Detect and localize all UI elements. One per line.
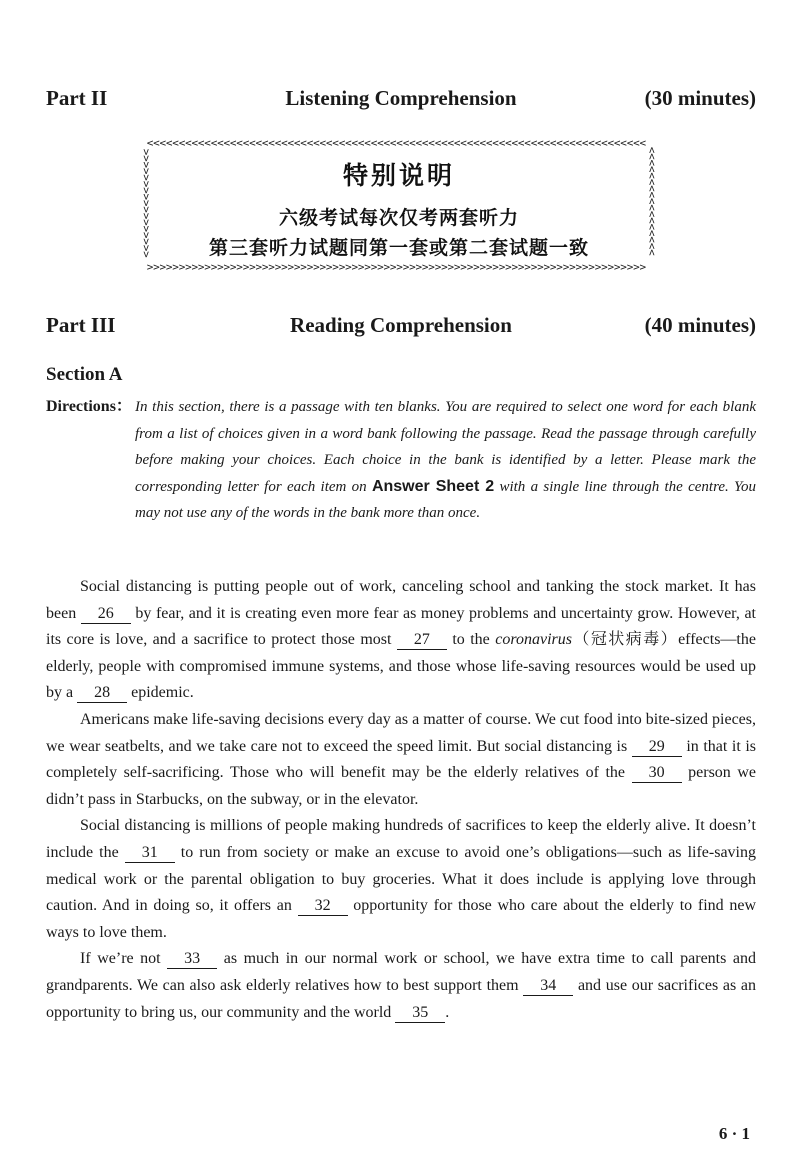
border-chevron: >	[178, 260, 186, 274]
border-chevron: >	[255, 260, 263, 274]
answer-sheet-ref: Answer Sheet 2	[371, 477, 495, 495]
border-chevron: >	[364, 260, 371, 274]
border-chevron: >	[197, 260, 205, 274]
part-title: Reading Comprehension	[290, 313, 512, 337]
border-chevron: >	[601, 260, 608, 274]
border-chevron: <	[645, 249, 658, 256]
border-chevron: <	[569, 136, 576, 150]
passage-text: （冠状病毒）effects—the elderly, people with compromised immune systems, and those whose life-saving resources would be used up by a	[46, 631, 756, 702]
border-chevron: >	[332, 260, 339, 274]
border-chevron: >	[146, 260, 154, 274]
border-chevron: <	[511, 136, 519, 150]
passage-text: to the	[446, 631, 496, 649]
border-chevron: >	[492, 260, 499, 274]
border-chevron: <	[645, 217, 658, 224]
border-chevron: >	[556, 260, 563, 274]
border-chevron: <	[140, 180, 153, 188]
border-chevron: <	[537, 136, 544, 150]
part-time: (30 minutes)	[644, 86, 756, 110]
border-chevron: <	[396, 136, 403, 150]
border-chevron: >	[377, 260, 384, 274]
passage-text: and use our sacrifices as an opportunity to bring us, our community and the world	[46, 976, 757, 1021]
border-chevron: <	[581, 136, 589, 150]
border-chevron: >	[607, 260, 615, 274]
border-chevron: <	[498, 136, 506, 150]
border-chevron: >	[345, 260, 352, 274]
border-chevron: <	[434, 136, 442, 150]
border-chevron: >	[383, 260, 391, 274]
border-chevron: <	[645, 178, 658, 186]
border-chevron: <	[300, 136, 307, 150]
border-chevron: <	[306, 136, 314, 150]
border-chevron: <	[613, 136, 621, 150]
border-chevron: >	[210, 260, 218, 274]
page-number: 6 · 1	[718, 1124, 750, 1143]
border-chevron: <	[633, 136, 640, 150]
border-chevron: <	[402, 136, 410, 150]
blank-27: 27	[397, 631, 447, 650]
border-chevron: <	[140, 187, 153, 194]
border-chevron: >	[313, 260, 320, 274]
blank-32: 32	[298, 897, 348, 916]
paragraph-4	[46, 946, 756, 1026]
blank-29: 29	[632, 738, 682, 757]
border-chevron: >	[357, 260, 365, 274]
border-chevron: >	[421, 260, 429, 274]
border-chevron: <	[505, 136, 512, 150]
border-chevron: >	[428, 260, 435, 274]
border-chevron: <	[607, 136, 615, 150]
border-chevron: >	[370, 260, 378, 274]
border-chevron: <	[140, 193, 153, 201]
border-chevron: >	[268, 260, 275, 274]
border-chevron: <	[197, 136, 205, 150]
directions-text	[135, 394, 756, 527]
border-chevron: >	[453, 260, 461, 274]
border-chevron: <	[370, 136, 378, 150]
border-chevron: >	[633, 260, 640, 274]
paragraph-3	[46, 813, 756, 946]
blank-26: 26	[81, 605, 131, 624]
border-chevron: <	[268, 136, 275, 150]
border-chevron: <	[473, 136, 480, 150]
notice-title: 特别说明	[342, 161, 455, 190]
border-chevron: >	[569, 260, 576, 274]
border-chevron: <	[287, 136, 295, 150]
special-notice-box	[140, 136, 658, 274]
border-chevron: <	[421, 136, 429, 150]
border-chevron: <	[562, 136, 570, 150]
border-chevron: >	[165, 260, 173, 274]
border-chevron: <	[620, 136, 627, 150]
border-chevron: <	[255, 136, 263, 150]
part-label: Part II	[46, 86, 108, 110]
passage-text: in that it is completely self-sacrificing. Those who will benefit may be the elderly relatives of the	[46, 737, 757, 782]
border-chevron: >	[479, 260, 487, 274]
border-chevron: >	[249, 260, 256, 274]
border-chevron: <	[204, 136, 211, 150]
border-chevron: <	[153, 136, 160, 150]
border-chevron: <	[249, 136, 256, 150]
border-chevron: <	[645, 204, 658, 211]
border-chevron: >	[300, 260, 307, 274]
border-chevron: <	[543, 136, 551, 150]
border-chevron: >	[223, 260, 231, 274]
border-chevron: <	[645, 172, 658, 179]
directions-block	[46, 394, 756, 527]
border-chevron: >	[185, 260, 192, 274]
border-chevron: <	[415, 136, 423, 150]
border-chevron: <	[210, 136, 218, 150]
border-chevron: <	[626, 136, 634, 150]
border-chevron: <	[645, 185, 658, 192]
blank-35: 35	[395, 1004, 445, 1023]
border-chevron: >	[537, 260, 544, 274]
term-coronavirus: coronavirus	[495, 631, 572, 649]
border-chevron: >	[530, 260, 538, 274]
blank-28: 28	[77, 684, 127, 703]
border-chevron: <	[140, 161, 153, 169]
border-chevron: <	[447, 136, 455, 150]
passage-text: Social distancing is millions of people making hundreds of sacrifices to keep the elderly alive. It doesn’t include the	[46, 817, 756, 861]
passage-text: to run from society or make an excuse to avoid one’s obligations—such as life-saving medical work or the parental obligation to buy groceries. What it does include is applying love through caution. And in doing so, it offers an	[46, 843, 756, 915]
border-chevron: <	[549, 136, 557, 150]
border-chevron: <	[645, 153, 658, 160]
border-chevron: >	[511, 260, 519, 274]
border-chevron: <	[236, 136, 243, 150]
border-chevron: <	[485, 136, 493, 150]
border-chevron: <	[428, 136, 435, 150]
border-chevron: >	[460, 260, 467, 274]
border-chevron: <	[140, 212, 153, 220]
border-chevron: >	[338, 260, 346, 274]
border-chevron: <	[229, 136, 237, 150]
border-chevron: <	[140, 199, 153, 207]
border-chevron: <	[313, 136, 320, 150]
directions-label: Directions：	[46, 398, 132, 415]
border-chevron: <	[517, 136, 525, 150]
part-label: Part III	[46, 313, 116, 337]
border-chevron: <	[223, 136, 231, 150]
border-chevron: <	[140, 148, 153, 156]
border-chevron: >	[543, 260, 551, 274]
directions-text-part: In this section, there is a passage with ten blanks. You are required to select one word for each blank from a list of choices given in a word bank following the passage. Read the passage through carefully before making your choices. Each choice in the bank is identified by a letter. Please mark the corresponding letter for each item on	[135, 399, 756, 495]
border-chevron: >	[236, 260, 243, 274]
border-chevron: <	[217, 136, 224, 150]
border-chevron: >	[293, 260, 301, 274]
border-chevron: <	[261, 136, 269, 150]
border-chevron: >	[191, 260, 199, 274]
border-chevron: <	[441, 136, 448, 150]
blank-31: 31	[125, 844, 175, 863]
border-chevron: <	[191, 136, 199, 150]
passage-text: opportunity for those who care about the elderly to find new ways to love them.	[46, 897, 757, 941]
blank-33: 33	[167, 950, 217, 969]
border-chevron: <	[645, 223, 658, 231]
border-chevron: >	[287, 260, 295, 274]
border-chevron: >	[159, 260, 167, 274]
border-chevron: <	[319, 136, 327, 150]
border-chevron: <	[383, 136, 391, 150]
border-chevron: <	[165, 136, 173, 150]
border-chevron: >	[351, 260, 359, 274]
border-chevron: <	[242, 136, 250, 150]
border-chevron: >	[447, 260, 455, 274]
part-ii-header	[46, 86, 756, 116]
border-chevron: <	[293, 136, 301, 150]
border-chevron: >	[505, 260, 512, 274]
border-chevron: <	[453, 136, 461, 150]
border-chevron: >	[396, 260, 403, 274]
border-chevron: <	[140, 174, 153, 181]
border-chevron: <	[645, 165, 658, 173]
border-chevron: >	[172, 260, 179, 274]
passage-text: If we’re not	[80, 950, 168, 968]
border-chevron: >	[204, 260, 211, 274]
border-chevron: >	[485, 260, 493, 274]
border-chevron: <	[357, 136, 365, 150]
section-title: Section A	[46, 364, 123, 385]
border-chevron: <	[146, 136, 154, 150]
border-chevron: >	[626, 260, 634, 274]
passage-text: Social distancing is putting people out of work, canceling school and tanking the stock market. It has been	[46, 578, 756, 622]
border-chevron: >	[153, 260, 160, 274]
border-chevron: <	[172, 136, 179, 150]
border-chevron: >	[217, 260, 224, 274]
border-chevron: <	[524, 136, 531, 150]
border-chevron: >	[274, 260, 282, 274]
border-chevron: >	[319, 260, 327, 274]
border-chevron: <	[351, 136, 359, 150]
border-chevron: <	[140, 251, 153, 258]
border-chevron: <	[140, 155, 153, 162]
border-chevron: <	[140, 167, 153, 175]
border-chevron: <	[274, 136, 282, 150]
border-chevron: >	[441, 260, 448, 274]
border-chevron: <	[645, 146, 658, 154]
passage-text: by fear, and it is creating even more fear as money problems and uncertainty grow. However, at its core is love, and a sacrifice to protect those most	[46, 604, 756, 649]
border-chevron: >	[524, 260, 531, 274]
border-chevron: >	[409, 260, 416, 274]
border-chevron: >	[434, 260, 442, 274]
border-chevron: >	[594, 260, 602, 274]
border-chevron: >	[575, 260, 583, 274]
border-chevron: <	[338, 136, 346, 150]
part-title: Listening Comprehension	[285, 86, 517, 110]
border-chevron: >	[581, 260, 589, 274]
border-chevron: <	[409, 136, 416, 150]
border-chevron: >	[588, 260, 595, 274]
border-chevron: >	[613, 260, 621, 274]
border-chevron: <	[140, 225, 153, 233]
part-iii-header	[46, 313, 756, 343]
border-chevron: >	[498, 260, 506, 274]
border-chevron: <	[492, 136, 499, 150]
border-chevron: >	[281, 260, 288, 274]
border-chevron: <	[575, 136, 583, 150]
border-chevron: >	[306, 260, 314, 274]
border-chevron: <	[594, 136, 602, 150]
border-chevron: <	[645, 242, 658, 250]
border-chevron: <	[645, 159, 658, 167]
paragraph-1	[46, 574, 756, 707]
border-chevron: <	[325, 136, 333, 150]
border-chevron: <	[479, 136, 487, 150]
passage-text: Americans make life-saving decisions every day as a matter of course. We cut food into bite-sized pieces, we wear seatbelts, and we take care not to exceed the speed limit. But social distancing is	[46, 710, 756, 755]
border-chevron: <	[281, 136, 288, 150]
border-chevron: <	[140, 219, 153, 226]
border-chevron: <	[645, 229, 658, 237]
border-chevron: <	[460, 136, 467, 150]
border-chevron: >	[402, 260, 410, 274]
passage-text: person we didn’t pass in Starbucks, on the subway, or in the elevator.	[46, 764, 757, 808]
border-chevron: >	[415, 260, 423, 274]
notice-line-2: 第三套听力试题同第一套或第二套试题一致	[208, 237, 589, 259]
border-chevron: >	[242, 260, 250, 274]
border-chevron: <	[364, 136, 371, 150]
notice-line-1: 六级考试每次仅考两套听力	[278, 207, 519, 229]
border-chevron: <	[345, 136, 352, 150]
border-chevron: >	[466, 260, 474, 274]
border-chevron: <	[645, 197, 658, 205]
reading-passage	[46, 574, 756, 1026]
border-chevron: <	[556, 136, 563, 150]
border-chevron: >	[517, 260, 525, 274]
border-chevron: <	[466, 136, 474, 150]
border-chevron: <	[530, 136, 538, 150]
passage-text: epidemic.	[127, 684, 194, 702]
border-chevron: <	[140, 244, 153, 252]
border-chevron: <	[377, 136, 384, 150]
border-chevron: <	[645, 236, 658, 243]
border-chevron: <	[140, 206, 153, 213]
border-chevron: >	[549, 260, 557, 274]
border-chevron: >	[325, 260, 333, 274]
border-chevron: >	[389, 260, 397, 274]
border-chevron: <	[140, 231, 153, 239]
border-chevron: >	[639, 260, 647, 274]
border-chevron: <	[185, 136, 192, 150]
passage-text: .	[445, 1003, 450, 1021]
border-chevron: <	[601, 136, 608, 150]
blank-30: 30	[632, 764, 682, 783]
border-chevron: <	[588, 136, 595, 150]
border-chevron: <	[389, 136, 397, 150]
paragraph-2	[46, 707, 756, 813]
part-time: (40 minutes)	[644, 313, 756, 337]
border-chevron: <	[332, 136, 339, 150]
passage-text: as much in our normal work or school, we have extra time to call parents and grandparents. We can also ask elderly relatives how to best support them	[46, 950, 757, 994]
border-chevron: <	[159, 136, 167, 150]
border-chevron: <	[645, 191, 658, 199]
border-chevron: >	[620, 260, 627, 274]
blank-34: 34	[523, 977, 573, 996]
border-chevron: >	[473, 260, 480, 274]
border-chevron: >	[562, 260, 570, 274]
border-chevron: >	[261, 260, 269, 274]
border-chevron: <	[639, 136, 647, 150]
border-chevron: <	[178, 136, 186, 150]
border-chevron: >	[229, 260, 237, 274]
border-chevron: <	[140, 238, 153, 245]
border-chevron: <	[645, 210, 658, 218]
directions-text-part: with a single line through the centre. You may not use any of the words in the bank more than once.	[135, 478, 757, 521]
